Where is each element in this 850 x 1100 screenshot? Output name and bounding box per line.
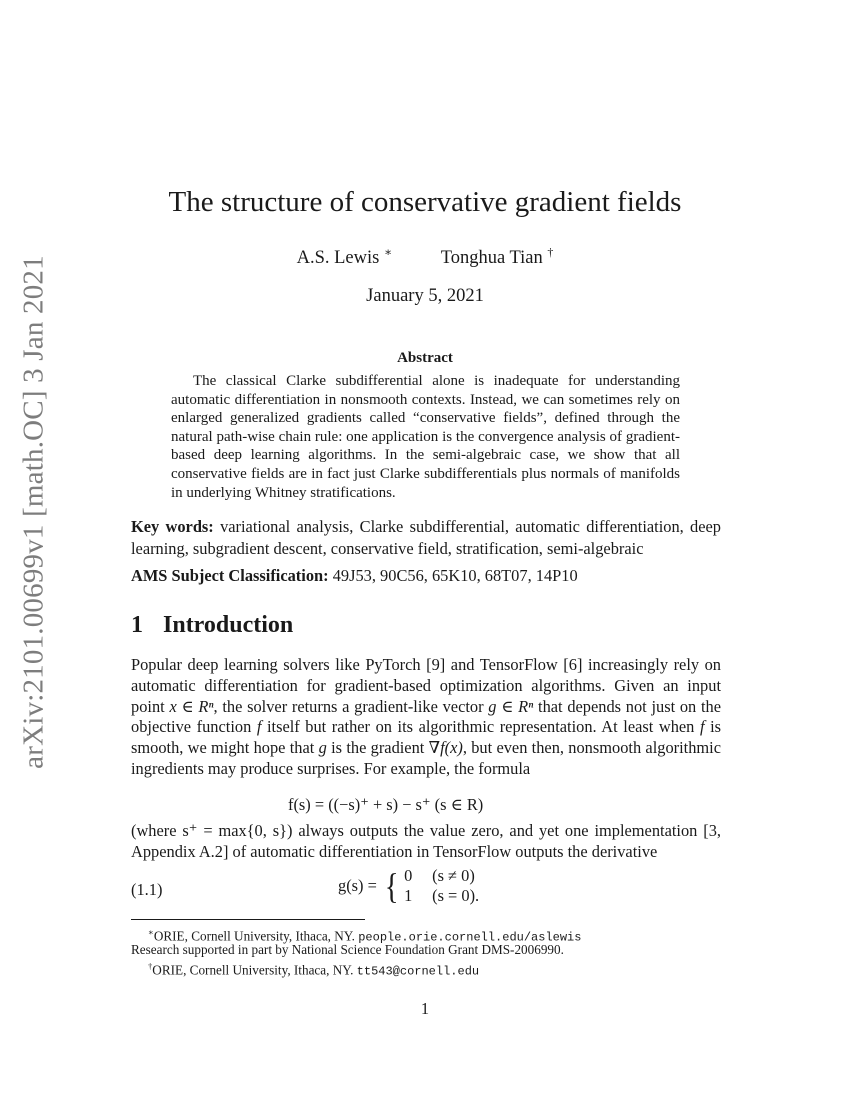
intro-text: , the solver returns a gradient-like vector (213, 696, 489, 716)
footnote-2 (131, 958, 748, 980)
case1-value: 0 (404, 866, 413, 885)
case2-condition: (s = 0). (432, 886, 480, 905)
equation-cases (404, 866, 479, 906)
footnote-1-mark: ∗ (148, 927, 154, 937)
brace-symbol: { (384, 866, 399, 906)
author-tian: Tonghua Tian (440, 248, 543, 269)
author-tian-mark: † (547, 245, 554, 259)
intro-text: is the gradient (326, 738, 429, 758)
equation-g (338, 866, 479, 906)
intro-paragraph-2: (where s⁺ = max{0, s}) always outputs the value zero, and yet one implementation [3, Appendix A.2] of automatic differentiation in TensorFlow outputs the derivative (131, 821, 721, 861)
equation-f: f(s) = ((−s)⁺ + s) − s⁺ (s ∈ R) (288, 795, 484, 814)
page-number: 1 (420, 999, 430, 1018)
author-lewis-mark: ∗ (383, 245, 393, 259)
math-g: g (318, 738, 327, 758)
abstract-heading: Abstract (397, 350, 453, 366)
author-list (0, 245, 850, 269)
ams-text: 49J53, 90C56, 65K10, 68T07, 14P10 (332, 566, 578, 585)
author-lewis: A.S. Lewis (296, 248, 380, 269)
footnote-funding: Research supported in part by National Science Foundation Grant DMS-2006990. (131, 942, 564, 957)
section-number: 1 (131, 612, 143, 638)
footnote-2-text: ORIE, Cornell University, Ithaca, NY. (152, 962, 357, 978)
intro-text: is smooth, we might hope that (131, 717, 721, 758)
math-f: f (256, 717, 262, 737)
math-g-in-rn: g ∈ Rⁿ (488, 696, 534, 716)
footnote-1-text: ORIE, Cornell University, Ithaca, NY. (153, 928, 359, 944)
arxiv-sidebar-stamp (16, 255, 52, 769)
paper-date: January 5, 2021 (366, 286, 484, 306)
intro-text: that depends not just on the objective function (131, 696, 722, 737)
intro-paragraph-1 (131, 655, 721, 780)
intro-text: itself but rather on its algorithmic representation. At least when (261, 717, 700, 737)
arxiv-id: arXiv:2101.00699v1 [math.OC] 3 Jan 2021 (17, 255, 50, 769)
paper-title: The structure of conservative gradient fields (168, 186, 682, 218)
math-x-in-rn: x ∈ Rⁿ (169, 696, 214, 716)
keywords (131, 516, 721, 560)
section-title: Introduction (163, 612, 294, 638)
case2-value: 1 (404, 886, 413, 905)
ams-classification (131, 566, 721, 586)
footnote-rule (131, 919, 365, 920)
case1-condition: (s ≠ 0) (432, 866, 475, 885)
ams-label: AMS Subject Classification: (131, 566, 329, 585)
footnote-2-email[interactable]: tt543@cornell.edu (356, 964, 480, 979)
equation-label: (1.1) (131, 880, 163, 899)
math-gradient: ∇f(x) (428, 738, 463, 758)
intro-text: Popular deep learning solvers like PyTorch [9] and TensorFlow [6] increasingly rely on automatic differentiation for gradient-based optimization algorithms. Given an input point (131, 655, 721, 716)
intro-text: , but even then, nonsmooth algorithmic ingredients may produce surprises. For example, the formula (131, 738, 721, 778)
equation-g-lhs: g(s) = (338, 876, 377, 895)
abstract-text: The classical Clarke subdifferential alone is inadequate for understanding automatic differentiation in nonsmooth contexts. Instead, we can sometimes rely on enlarged generalized gradients called “conservative fields”, defined through the natural path-wise chain rule: one application is the convergence analysis of gradient-based deep learning algorithms. In the semi-algebraic case, we show that all conservative fields are in fact just Clarke subdifferentials plus normals of manifolds in underlying Whitney stratifications. (171, 373, 680, 501)
footnote-2-mark: † (148, 961, 153, 971)
keywords-text: variational analysis, Clarke subdifferential, automatic differentiation, deep learning, subgradient descent, conservative field, stratification, semi-algebraic (131, 517, 721, 558)
keywords-label: Key words: (131, 517, 214, 536)
math-f: f (699, 717, 705, 737)
footnote-1-url[interactable]: people.orie.cornell.edu/aslewis (358, 930, 582, 945)
section-heading (131, 612, 293, 639)
